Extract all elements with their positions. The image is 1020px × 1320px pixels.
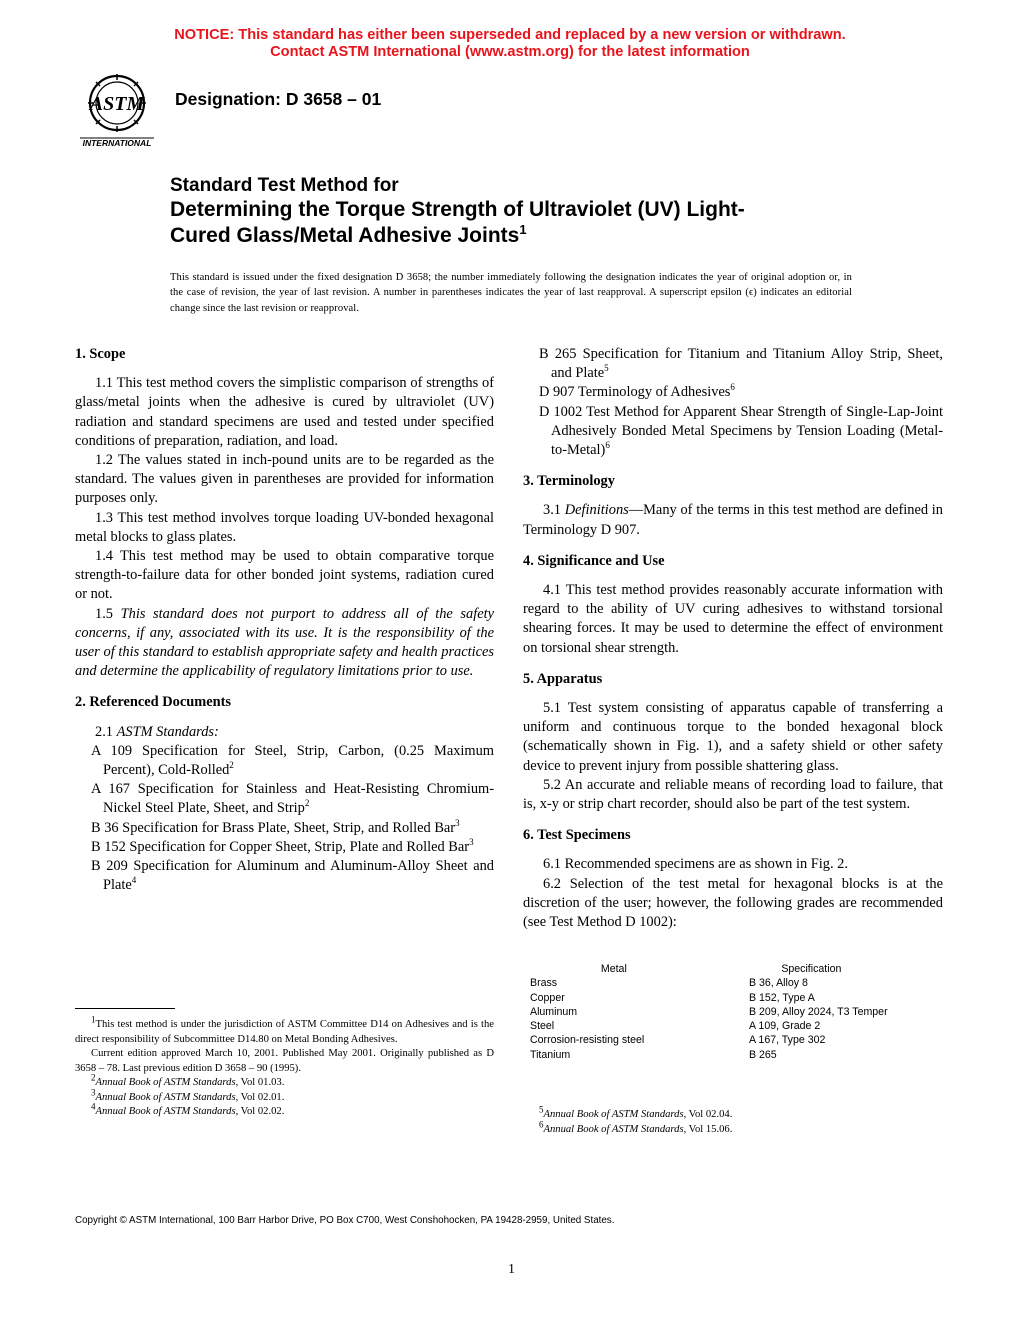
astm-logo-mark	[74, 72, 160, 150]
table-cell-metal: Copper	[530, 991, 565, 1004]
table-cell-metal: Steel	[530, 1020, 555, 1033]
footnote-book: Annual Book of ASTM Standards	[95, 1091, 236, 1103]
scope-1-2: 1.2 The values stated in inch-pound units are to be regarded as the standard. The values given in parentheses are provided for information purposes only.	[75, 452, 494, 507]
reference-list-left	[75, 742, 494, 896]
specimens-6-2: 6.2 Selection of the test metal for hexagonal blocks is at the discretion of the user; however, the following grades are recommended (see Test Method D 1002):	[523, 875, 943, 931]
reference-item	[75, 857, 494, 895]
copyright: Copyright © ASTM International, 100 Barr Harbor Drive, PO Box C700, West Conshohocken, PA 19428-2959, United States.	[75, 1215, 615, 1226]
footnote-item	[523, 1118, 943, 1138]
footnote-1b: Current edition approved March 10, 2001. Published May 2001. Originally published as D 3658 – 78. Last previous edition D 3658 – 90 (1995).	[75, 1048, 494, 1074]
refdocs-sub-num: 2.1	[95, 723, 113, 740]
reference-text: B 36 Specification for Brass Plate, Sheet, Strip, and Rolled Bar	[91, 819, 456, 836]
terminology-heading: 3. Terminology	[523, 473, 615, 490]
significance-4-1: 4.1 This test method provides reasonably accurate information with regard to the ability of UV curing adhesives to withstand torsional shearing forces. It may be used to determine the effect of environment on torsional shear strength.	[523, 582, 943, 656]
reference-footnote-mark: 3	[469, 837, 474, 848]
footnote-item	[75, 1101, 494, 1120]
reference-item	[75, 780, 494, 818]
title-line-2: Determining the Torque Strength of Ultraviolet (UV) Light-	[170, 198, 745, 221]
terminology-rest: —Many of the terms in this test method are defined in Terminology D 907.	[523, 502, 943, 538]
footnotes-right	[523, 1104, 943, 1137]
footnote-volume: , Vol 15.06.	[683, 1123, 733, 1135]
footnote-list-right	[523, 1104, 943, 1137]
withdrawal-notice	[0, 27, 1020, 61]
document-title	[170, 175, 870, 249]
table-cell-metal: Brass	[530, 977, 558, 990]
reference-list-right	[523, 345, 943, 460]
table-row	[530, 991, 910, 1005]
footnote-volume: , Vol 02.01.	[235, 1091, 285, 1103]
table-cell-specification: A 167, Type 302	[749, 1034, 826, 1047]
footnote-item	[75, 1072, 494, 1091]
table-cell-specification: B 265	[749, 1048, 777, 1061]
table-header-specification: Specification	[781, 963, 842, 975]
footnote-volume: , Vol 02.02.	[235, 1106, 285, 1117]
footnote-rule-left	[75, 1008, 175, 1009]
table-row	[530, 1048, 910, 1062]
issuance-note: This standard is issued under the fixed designation D 3658; the number immediately following the designation indicates the year of original adoption or, in the case of revision, the year of last revision. A number in parentheses indicates the year of last reapproval. A superscript epsilon (ϵ) indicates an editorial change since the last revision or reapproval.	[170, 272, 852, 314]
scope-1-4: 1.4 This test method may be used to obtain comparative torque strength-to-failure data for other bonded joint systems, radiation cured or not.	[75, 548, 494, 603]
notice-line-1: NOTICE: This standard has either been superseded and replaced by a new version or withdrawn.	[174, 27, 846, 43]
title-line-1: Standard Test Method for	[170, 175, 399, 196]
reference-item	[75, 742, 494, 780]
scope-1-3: 1.3 This test method involves torque loading UV-bonded hexagonal metal blocks to glass plates.	[75, 509, 494, 545]
title-line-3-text: Cured Glass/Metal Adhesive Joints	[170, 224, 520, 247]
footnote-mark: 5	[539, 1104, 544, 1115]
metal-spec-table	[530, 962, 910, 1062]
table-body	[530, 976, 910, 1062]
table-row	[530, 1005, 910, 1019]
table-cell-specification: B 152, Type A	[749, 991, 815, 1004]
reference-item	[523, 383, 943, 402]
footnote-book: Annual Book of ASTM Standards	[543, 1123, 684, 1135]
logo-international: INTERNATIONAL	[82, 138, 152, 148]
designation: Designation: D 3658 – 01	[175, 89, 382, 109]
refdocs-sub	[75, 723, 494, 742]
reference-item	[75, 819, 494, 838]
footnote-item	[75, 1086, 494, 1106]
table-cell-specification: A 109, Grade 2	[749, 1020, 821, 1033]
table-row	[530, 976, 910, 990]
reference-text: A 167 Specification for Stainless and Heat-Resisting Chromium-Nickel Steel Plate, Sheet, and Strip	[91, 781, 494, 817]
footnote-volume: , Vol 02.04.	[683, 1109, 733, 1120]
footnote-book: Annual Book of ASTM Standards	[543, 1109, 684, 1120]
footnote-list-left	[75, 1072, 494, 1120]
refdocs-heading: 2. Referenced Documents	[75, 694, 231, 711]
footnote-volume: , Vol 01.03.	[235, 1077, 285, 1088]
terminology-term: Definitions	[564, 502, 629, 519]
astm-logo	[74, 72, 160, 150]
terminology-3-1	[523, 501, 943, 539]
notice-line-2: Contact ASTM International (www.astm.org) for the latest information	[270, 44, 750, 60]
reference-footnote-mark: 2	[229, 760, 234, 771]
specimens-6-1: 6.1 Recommended specimens are as shown in Fig. 2.	[543, 856, 848, 873]
logo-letters: ASTM	[89, 93, 145, 115]
apparatus-heading: 5. Apparatus	[523, 670, 603, 687]
footnote-mark: 4	[91, 1101, 96, 1112]
scope-1-1: 1.1 This test method covers the simplistic comparison of strengths of glass/metal joints when the adhesive is cured by ultraviolet (UV) radiation and standard specimens are used and tested under specified conditions of preparation, radiation, and load.	[75, 375, 494, 449]
scope-1-5-text: This standard does not purport to address all of the safety concerns, if any, associated with its use. It is the responsibility of the user of this standard to establish appropriate safety and health practices and determine the applicability of regulatory limitations prior to use.	[75, 605, 494, 680]
reference-item	[523, 403, 943, 461]
scope-1-5	[75, 605, 494, 682]
apparatus-5-1: 5.1 Test system consisting of apparatus capable of transferring a uniform and continuous torque to the bonded hexagonal block (schematically shown in Fig. 1), and a safety shield or other safety device to prevent injury from possible shattering glass.	[523, 700, 943, 774]
table-row	[530, 1033, 910, 1047]
table-cell-specification: B 36, Alloy 8	[749, 977, 808, 990]
footnote-mark: 6	[539, 1118, 544, 1129]
reference-text: D 1002 Test Method for Apparent Shear Strength of Single-Lap-Joint Adhesively Bonded Metal Specimens by Tension Loading (Metal-to-Metal)	[539, 403, 943, 459]
footnote-book: Annual Book of ASTM Standards	[95, 1077, 236, 1088]
apparatus-5-2: 5.2 An accurate and reliable means of recording load to failure, that is, x-y or strip chart recorder, should also be part of the test system.	[523, 776, 943, 813]
footnote-mark: 3	[91, 1086, 96, 1097]
footnote-1	[75, 1014, 494, 1047]
footnote-mark: 2	[91, 1072, 96, 1083]
table-header	[530, 962, 910, 976]
terminology-num: 3.1	[543, 502, 561, 519]
left-column	[75, 345, 494, 895]
scope-heading: 1. Scope	[75, 346, 126, 362]
reference-footnote-mark: 6	[730, 382, 735, 393]
reference-text: A 109 Specification for Steel, Strip, Carbon, (0.25 Maximum Percent), Cold-Rolled	[91, 742, 494, 779]
reference-footnote-mark: 3	[455, 817, 460, 828]
reference-item	[523, 345, 943, 383]
footnote-book: Annual Book of ASTM Standards	[95, 1106, 236, 1117]
footnote-1-text: This test method is under the jurisdiction of ASTM Committee D14 on Adhesives and is the direct responsibility of Subcommittee D14.80 on Metal Bonding Adhesives.	[75, 1019, 494, 1045]
reference-text: B 209 Specification for Aluminum and Aluminum-Alloy Sheet and Plate	[91, 858, 494, 894]
right-column	[523, 345, 943, 932]
title-footnote-mark: 1	[519, 222, 527, 237]
reference-footnote-mark: 2	[304, 798, 310, 809]
footnotes-left	[75, 1014, 494, 1120]
significance-heading: 4. Significance and Use	[523, 552, 665, 569]
table-header-metal: Metal	[600, 963, 627, 975]
reference-footnote-mark: 4	[131, 875, 137, 886]
specimens-heading: 6. Test Specimens	[523, 827, 631, 844]
reference-text: B 152 Specification for Copper Sheet, Strip, Plate and Rolled Bar	[91, 838, 470, 855]
table-cell-metal: Aluminum	[530, 1005, 578, 1018]
footnote-item	[523, 1104, 943, 1123]
table-cell-metal: Corrosion-resisting steel	[530, 1034, 645, 1047]
footnote-1-mark: 1	[91, 1014, 96, 1025]
title-line-3	[170, 223, 870, 249]
page-number: 1	[508, 1262, 515, 1277]
table-row	[530, 1019, 910, 1033]
refdocs-sub-text: ASTM Standards:	[116, 723, 219, 740]
reference-text: D 907 Terminology of Adhesives	[539, 384, 731, 401]
reference-footnote-mark: 6	[605, 440, 610, 451]
reference-text: B 265 Specification for Titanium and Titanium Alloy Strip, Sheet, and Plate	[539, 346, 943, 382]
scope-1-5-num: 1.5	[95, 605, 113, 622]
table-cell-metal: Titanium	[530, 1048, 571, 1061]
reference-footnote-mark: 5	[604, 363, 609, 374]
reference-item	[75, 838, 494, 857]
table-cell-specification: B 209, Alloy 2024, T3 Temper	[749, 1005, 888, 1018]
